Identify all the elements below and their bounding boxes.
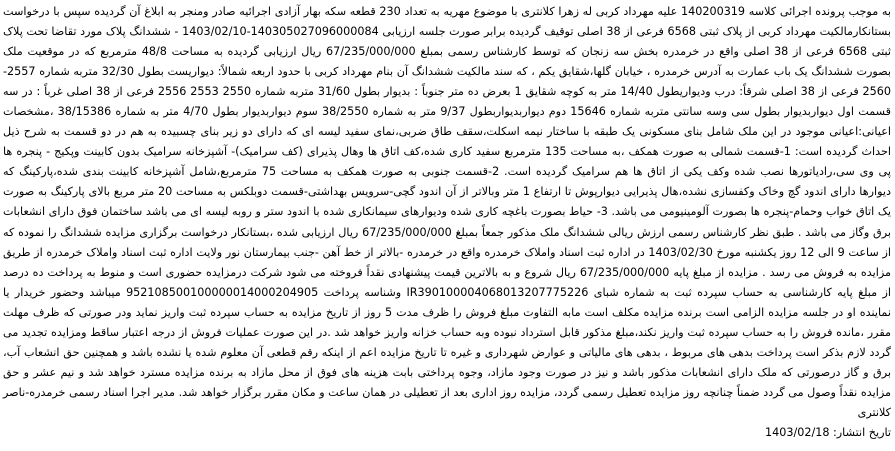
publication-date: 1403/02/18 — [764, 425, 830, 439]
auction-notice — [3, 2, 891, 443]
notice-body: به موجب پرونده اجرائی کلاسه 140200319 علیه مهرداد کربی له زهرا کلانتری با موضوع مهریه به تعداد 230 قطعه سکه بهار آزادی اجرائیه صادر ومنجر به ابلاغ آن گردیده سپس با درخواست بستانکارمالکیت مهرداد کربی از پلاک ثبتی 6568 فرعی از 38 اصلی توقیف گردیده برابر صورت جلسه ارزیابی 140305027096000084-1403/02/10 - ششدانگ پلاک مورد تقاضا تحت پلاک ثبتی 6568 فرعی از 38 اصلی واقع در خرمدره بخش سه زنجان که توسط کارشناس رسمی بمبلغ 67/235/000/000 ریال ارزیابی گردیده به مساحت 48/8 مترمربع که در موقعیت ملک بصورت ششدانگ یک باب عمارت به آدرس خرمدره ، خیابان گلها،شقایق یکم ، که سند مالکیت ششدانگ آن بنام مهرداد کربی با حدود اربعه شمالاً: دیواریست بطول 32/30 متربه شماره 2557-2560 فرعی از 38 اصلی شرقاً: درب ودیواریطول 14/40 متر به کوچه شقایق 1 بعرض ده متر جنوباً : بدیوار بطول 31/60 متربه شماره 2550 2553 2556 فرعی از 38 اصلی غرباً : در سه قسمت اول دیواربدیوار بطول سی وسه سانتی متربه شماره 15646 دوم دیواربدیواربطول 9/37 متر به شماره 38/2550 سوم دیواربدیوار بطول 4/70 متر به شماره 38/15386 ،مشخصات اعیانی:اعیانی موجود در این ملک شامل بنای مسکونی یک طبقه با ساختار نیمه اسکلت،سقف طاق ضربی،نمای سفید لیسه ای که دارای دو زیر بنای چسبیده به هم در دو قسمت به شرح ذیل احداث گردیده است: 1-قسمت شمالی به صورت همکف ،به مساحت 135 مترمربع سفید کاری شده،کف اتاق ها وهال پذیرای (کف سرامیک)- آشپزخانه سرامیک بدون کابینت وپکیج - پنجره ها پی وی سی،رادیاتورها نصب شده وکف یکی از اتاق ها هم سرامیک گردیده است. 2-قسمت جنوبی به صورت همکف به مساحت 75 مترمربع،شامل آشپزخانه کابینت بندی شده،پارکینگ که دیوارها دارای اندود گچ وخاک وکفسازی نشده،هال پذیرایی دیوارپوش تا ارتفاع 1 متر وبالاتر از آن اندود گچی-سرویس بهداشتی-قسمت دوبلکس به مساحت 20 متر مربع بالای پارکینگ به صورت یک اتاق خواب وحمام-پنجره ها بصورت آلومینیومی می باشد. 3- حیاط بصورت باغچه کاری شده ودیوارهای سیمانکاری شده با اندود ستر و روبه لیسه ای می باشد ساختمان فوق دارای انشعابات برق وگاز می باشد . طبق نظر کارشناس رسمی ارزش ریالی ششدانگ ملک مذکور جمعاً بمبلغ 67/235/000/000 ریال ارزیابی شده ،بستانکار درخواست برگزاری مزایده ششدانگ را نموده که از ساعت 9 الی 12 روز یکشنبه مورخ 1403/02/30 در اداره ثبت اسناد واملاک خرمدره واقع در خرمدره -بالاتر از خط آهن -جنب بیمارستان نور ولایت اداره ثبت اسناد واملاک خرمدره از طریق مزایده به فروش می رسد . مزایده از مبلغ پایه 67/235/000/000 ریال شروع و به بالاترین قیمت پیشنهادی نقداً فروخته می شود شرکت درمزایده حضوری است و منوط به پرداخت ده درصد از مبلغ پایه کارشناسی به حساب سپرده ثبت به شماره شبای IR390100004068013207775226 وشناسه پرداخت 952108500100000014000204905 میباشد وحضور خریدار یا نماینده او در جلسه مزایده الزامی است برنده مزایده مکلف است مابه التفاوت مبلغ فروش را ظرف مدت 5 روز از تاریخ مزایده به حساب سپرده ثبت واریز نماید ودر صورتی که ظرف مهلت مقرر ،مانده فروش را به حساب سپرده ثبت واریز نکند،مبلغ مذکور قابل استرداد نبوده وبه حساب خزانه واریز خواهد شد .در این صورت عملیات فروش از درجه اعتبار ساقط ومزایده تجدید می گردد لازم بذکر است پرداخت بدهی های مربوط ، بدهی های مالیاتی و عوارض شهرداری و غیره تا تاریخ مزایده اعم از اینکه رقم قطعی آن معلوم شده یا نشده باشد و همچنین حق انشعاب آب، برق و گاز درصورتی که ملک دارای انشعابات مذکور باشد و نیز در صورت وجود مازاد، وجوه پرداختی بابت هزینه های فوق از محل مازاد به برنده مزایده مسترد خواهد شد و نیم عشر و حق مزایده نقداً وصول می گردد ضمناً چنانچه روز مزایده تعطیل رسمی گردد، مزایده روز اداری بعد از تعطیلی در همان ساعت و مکان مقرر برگزار خواهد شد. مدیر اجرا اسناد رسمی خرمدره-ناصر کلانتری — [3, 5, 892, 419]
publication-date-line — [3, 423, 891, 443]
publication-date-label: تاریخ انتشار: — [833, 425, 891, 439]
